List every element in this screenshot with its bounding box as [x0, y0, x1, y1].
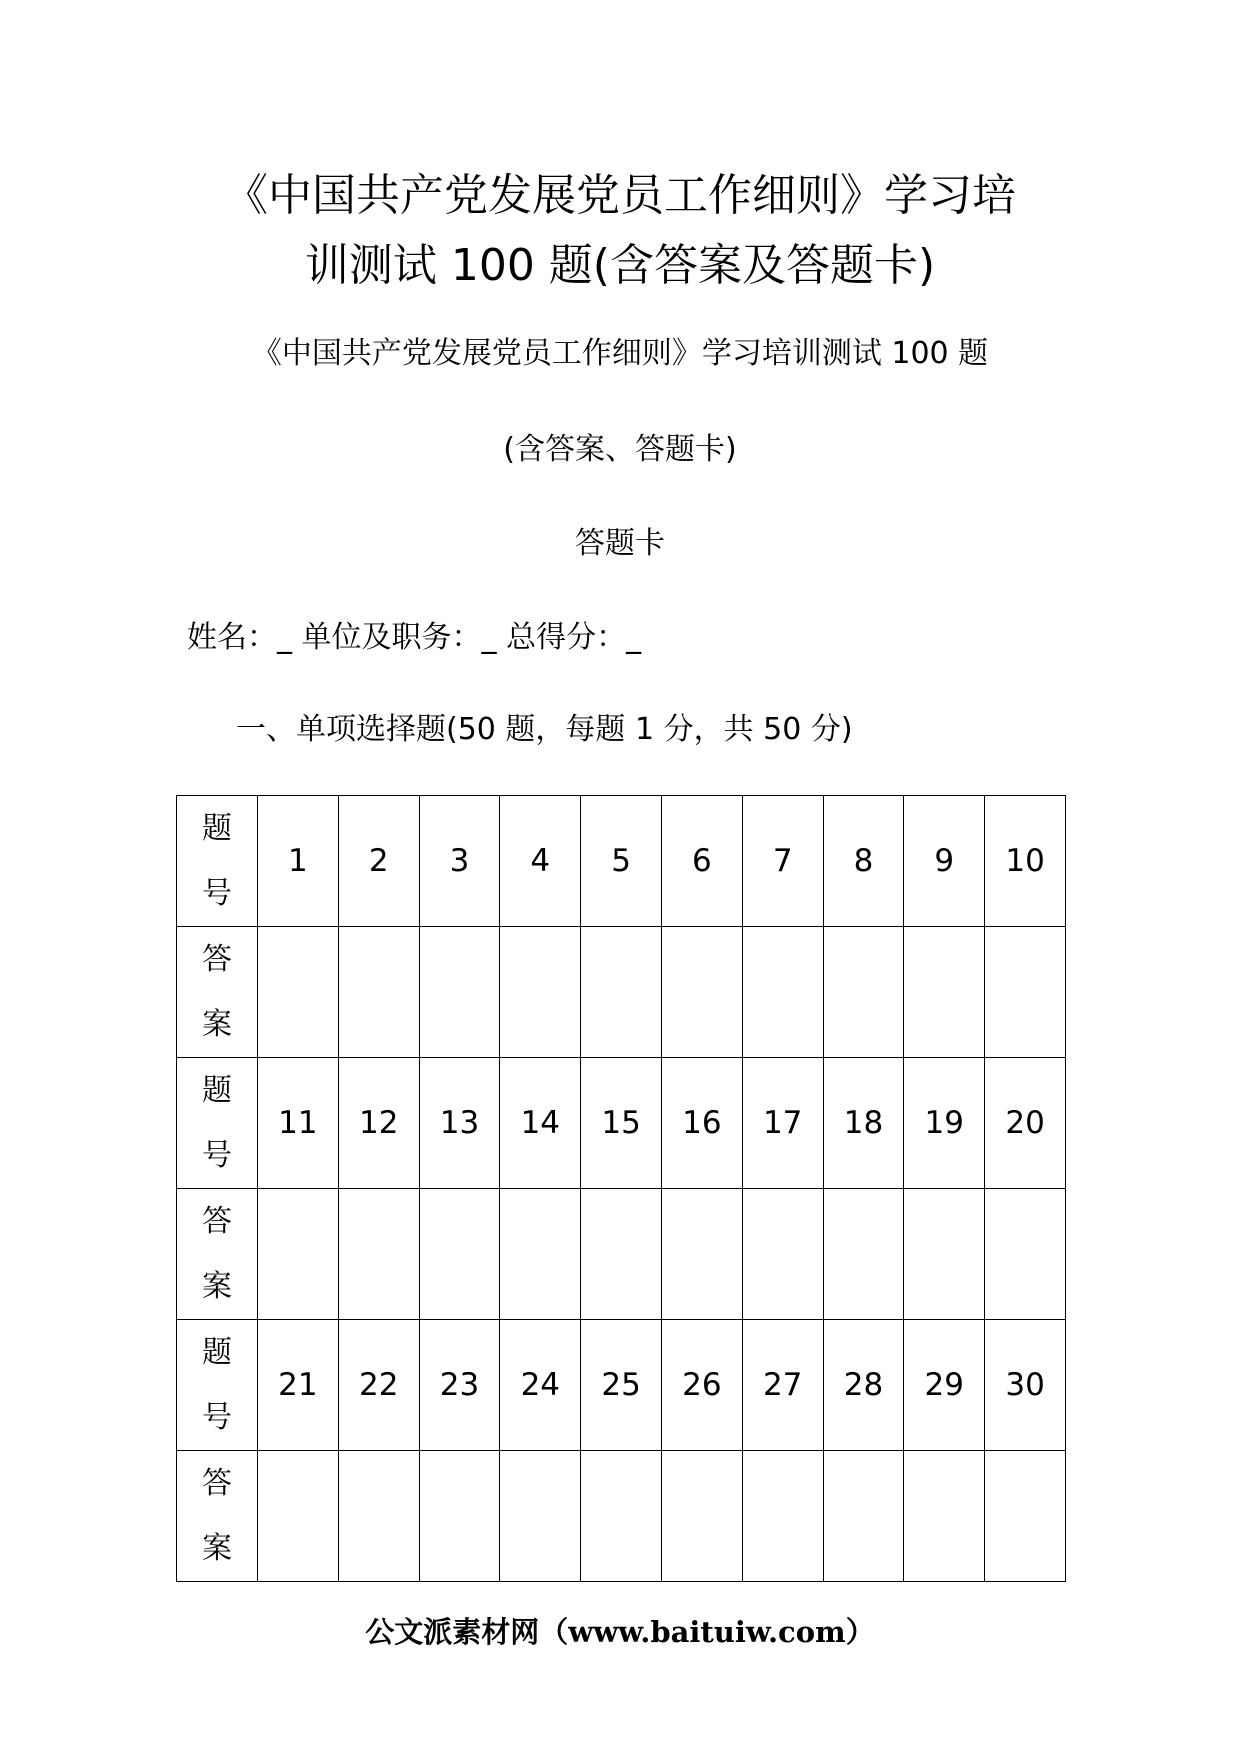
question-number-label [177, 796, 258, 927]
question-number-cell: 29 [904, 1320, 985, 1451]
section-heading: 一、单项选择题(50 题，每题 1 分，共 50 分) [236, 712, 853, 747]
question-number-cell: 27 [742, 1320, 823, 1451]
question-number-cell: 7 [742, 796, 823, 927]
question-number-cell: 16 [661, 1058, 742, 1189]
question-number-cell: 17 [742, 1058, 823, 1189]
answer-cell[interactable] [258, 1189, 339, 1320]
question-number-cell: 12 [338, 1058, 419, 1189]
answer-cell[interactable] [581, 927, 662, 1058]
answer-cell[interactable] [823, 1189, 904, 1320]
answer-label-char: 案 [202, 1007, 232, 1042]
answer-cell[interactable] [500, 1189, 581, 1320]
answer-cell[interactable] [338, 927, 419, 1058]
question-number-cell: 5 [581, 796, 662, 927]
answer-cell[interactable] [985, 1451, 1066, 1582]
answer-card-body [177, 796, 1066, 1582]
answer-cell[interactable] [338, 1189, 419, 1320]
question-number-cell: 8 [823, 796, 904, 927]
question-number-cell: 30 [985, 1320, 1066, 1451]
answer-label-char: 案 [202, 1531, 232, 1566]
answer-cell[interactable] [419, 927, 500, 1058]
answer-label-char: 答 [202, 942, 232, 977]
document-title-line-2: 训测试 100 题(含答案及答题卡) [304, 240, 936, 291]
answer-cell[interactable] [419, 1451, 500, 1582]
question-number-cell: 1 [258, 796, 339, 927]
answer-cell[interactable] [823, 1451, 904, 1582]
answer-cell[interactable] [338, 1451, 419, 1582]
question-number-row [177, 1320, 1066, 1451]
question-number-label [177, 1320, 258, 1451]
answer-cell[interactable] [258, 927, 339, 1058]
answer-card-heading: 答题卡 [575, 526, 665, 561]
question-number-cell: 3 [419, 796, 500, 927]
answer-cell[interactable] [500, 927, 581, 1058]
question-number-cell: 14 [500, 1058, 581, 1189]
question-number-cell: 2 [338, 796, 419, 927]
question-number-cell: 21 [258, 1320, 339, 1451]
question-number-cell: 19 [904, 1058, 985, 1189]
answer-row [177, 1189, 1066, 1320]
question-number-cell: 26 [661, 1320, 742, 1451]
question-number-cell: 10 [985, 796, 1066, 927]
answer-cell[interactable] [661, 927, 742, 1058]
question-number-cell: 15 [581, 1058, 662, 1189]
answer-cell[interactable] [904, 1189, 985, 1320]
answer-cell[interactable] [661, 1189, 742, 1320]
answer-cell[interactable] [985, 927, 1066, 1058]
question-number-label-char: 题 [202, 1335, 232, 1370]
question-number-label-char: 题 [202, 1073, 232, 1108]
question-number-row [177, 1058, 1066, 1189]
answer-cell[interactable] [904, 1451, 985, 1582]
answer-cell[interactable] [258, 1451, 339, 1582]
answer-label [177, 1189, 258, 1320]
answer-cell[interactable] [904, 927, 985, 1058]
examinee-info-line: 姓名：_ 单位及职务：_ 总得分：_ [187, 620, 642, 655]
question-number-row [177, 796, 1066, 927]
answer-label [177, 927, 258, 1058]
question-number-cell: 23 [419, 1320, 500, 1451]
answer-cell[interactable] [581, 1451, 662, 1582]
answer-cell[interactable] [742, 927, 823, 1058]
question-number-cell: 13 [419, 1058, 500, 1189]
answer-cell[interactable] [500, 1451, 581, 1582]
question-number-cell: 4 [500, 796, 581, 927]
question-number-cell: 11 [258, 1058, 339, 1189]
answer-label-char: 案 [202, 1269, 232, 1304]
question-number-label-char: 题 [202, 811, 232, 846]
answer-cell[interactable] [661, 1451, 742, 1582]
document-title-line-1: 《中国共产党发展党员工作细则》学习培 [224, 170, 1016, 221]
answer-cell[interactable] [823, 927, 904, 1058]
question-number-cell: 6 [661, 796, 742, 927]
question-number-label [177, 1058, 258, 1189]
question-number-label-char: 号 [202, 1138, 232, 1173]
answer-label-char: 答 [202, 1204, 232, 1239]
question-number-cell: 24 [500, 1320, 581, 1451]
question-number-cell: 25 [581, 1320, 662, 1451]
answer-label-char: 答 [202, 1466, 232, 1501]
answer-card-table [176, 795, 1066, 1582]
answer-cell[interactable] [985, 1189, 1066, 1320]
subtitle-line-2: (含答案、答题卡) [503, 432, 737, 467]
footer-watermark: 公文派素材网（www.baituiw.com） [365, 1615, 875, 1649]
question-number-cell: 9 [904, 796, 985, 927]
answer-cell[interactable] [581, 1189, 662, 1320]
question-number-cell: 20 [985, 1058, 1066, 1189]
answer-cell[interactable] [742, 1189, 823, 1320]
answer-row [177, 1451, 1066, 1582]
answer-label [177, 1451, 258, 1582]
question-number-cell: 28 [823, 1320, 904, 1451]
subtitle-line-1: 《中国共产党发展党员工作细则》学习培训测试 100 题 [251, 336, 989, 371]
answer-cell[interactable] [742, 1451, 823, 1582]
question-number-label-char: 号 [202, 876, 232, 911]
question-number-cell: 18 [823, 1058, 904, 1189]
answer-row [177, 927, 1066, 1058]
answer-cell[interactable] [419, 1189, 500, 1320]
question-number-label-char: 号 [202, 1400, 232, 1435]
question-number-cell: 22 [338, 1320, 419, 1451]
